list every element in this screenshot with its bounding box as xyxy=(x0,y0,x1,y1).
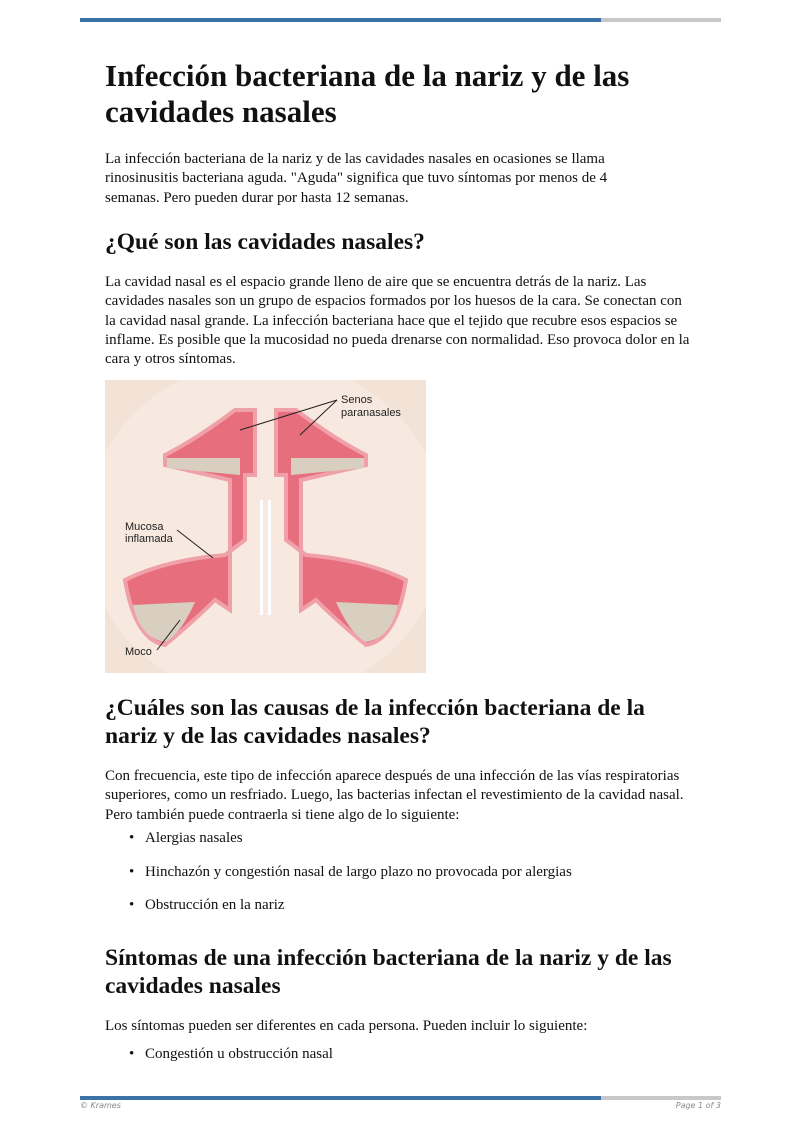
sinus-illustration xyxy=(105,380,426,673)
list-item: • Alergias nasales xyxy=(105,829,705,848)
section-heading: Síntomas de una infección bacteriana de la nariz y de las cavidades nasales xyxy=(105,945,672,999)
label-mucosa: Mucosa xyxy=(125,521,164,533)
list-item: • Congestión u obstrucción nasal xyxy=(105,1045,705,1064)
section-heading: ¿Cuáles son las causas de la infección bacteriana de la nariz y de las cavidades nasales? xyxy=(105,695,645,749)
intro-paragraph: La infección bacteriana de la nariz y de las cavidades nasales en ocasiones se llama rinosinusitis bacteriana aguda. "Aguda" significa que tuvo síntomas por menos de 4 semanas. Pero pueden durar por hasta 12 semanas. xyxy=(105,151,608,206)
section-paragraph: Con frecuencia, este tipo de infección aparece después de una infección de las vías respiratorias superiores, como un resfriado. Luego, las bacterias infectan el revestimiento de la cavidad nasal. Pero también puede contraerla si tiene algo de lo siguiente: xyxy=(105,768,684,823)
footer-rule xyxy=(80,1096,721,1100)
symptoms-list xyxy=(105,1045,705,1064)
label-moco: Moco xyxy=(125,646,152,658)
page-number: Page 1 of 3 xyxy=(675,1101,721,1110)
list-item: • Obstrucción en la nariz xyxy=(105,896,705,915)
header-rule xyxy=(80,18,721,22)
section-heading: ¿Qué son las cavidades nasales? xyxy=(105,229,425,255)
footer-copyright: © Krames xyxy=(80,1101,121,1110)
page-title: Infección bacteriana de la nariz y de las cavidades nasales xyxy=(105,58,630,129)
label-paranasales: paranasales xyxy=(341,407,401,419)
label-inflamada: inflamada xyxy=(125,533,173,545)
section-paragraph: Los síntomas pueden ser diferentes en cada persona. Pueden incluir lo siguiente: xyxy=(105,1018,588,1034)
causes-list xyxy=(105,829,705,915)
list-item: • Hinchazón y congestión nasal de largo plazo no provocada por alergias xyxy=(105,863,705,882)
label-senos: Senos xyxy=(341,394,373,406)
section-paragraph: La cavidad nasal es el espacio grande lleno de aire que se encuentra detrás de la nariz. Las cavidades nasales son un grupo de espacios formados por los huesos de la cara. Se conectan con la cavidad nasal grande. La infección bacteriana hace que el tejido que recubre esos espacios se inflame. Es posible que la mucosidad no pueda drenarse con normalidad. Eso provoca dolor en la cara y otros síntomas. xyxy=(105,274,690,368)
